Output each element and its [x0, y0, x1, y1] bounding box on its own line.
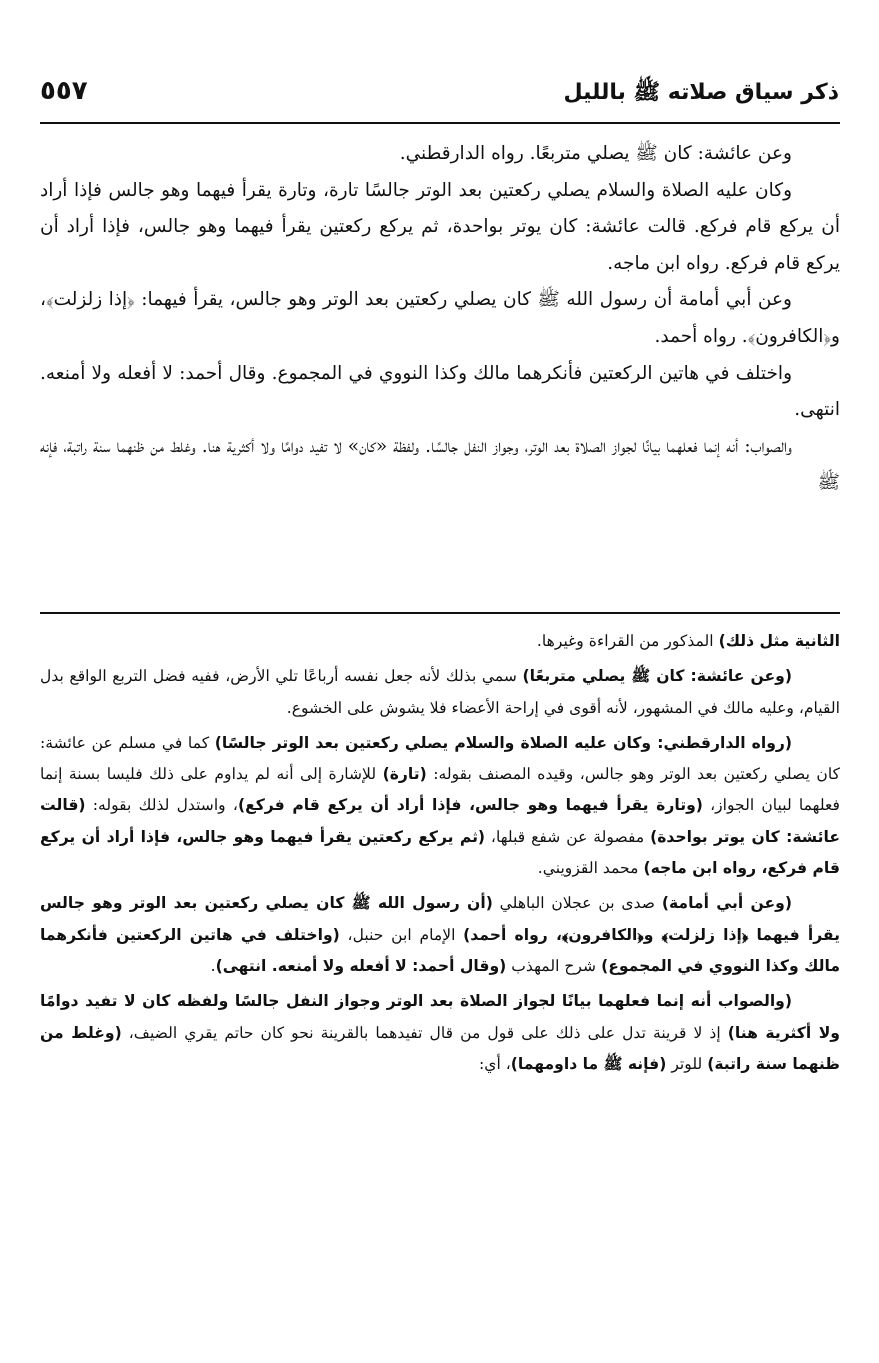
- quoted-text: الثانية مثل ذلك): [718, 632, 840, 650]
- quoted-text: (أن رسول الله ﷺ كان يصلي ركعتين بعد الوتر وهو جالس يقرأ فيهما ﴿إذا زلزلت﴾ و﴿الكافرون﴾، رواه أحمد): [40, 894, 841, 944]
- commentary-text: [40, 626, 840, 1084]
- commentary-text-run: صدى بن عجلان الباهلي: [492, 894, 662, 913]
- main-paragraph: وعن عائشة: كان ﷺ يصلي متربعًا. رواه الدارقطني.: [399, 143, 792, 164]
- main-paragraph: وعن أبي أمامة أن رسول الله ﷺ كان يصلي ركعتين بعد الوتر وهو جالس، يقرأ فيهما: ﴿إذا زلزلت﴾، و﴿الكافرون﴾. رواه أحمد.: [40, 289, 840, 347]
- quoted-text: (وعن أبي أمامة): [661, 894, 792, 913]
- commentary-text-run: ، أي:: [478, 1054, 511, 1073]
- quoted-text: (وتارة يقرأ فيهما وهو جالس، فإذا أراد أن يركع قام فركع): [237, 796, 703, 815]
- commentary-paragraph: [40, 661, 840, 724]
- commentary-text-run: محمد القزويني.: [537, 859, 644, 878]
- header-rule: [40, 122, 840, 124]
- commentary-text-run: إذ لا قرينة تدل على ذلك على قول من قال تفيدهما بالقرينة نحو كان حاتم يقري الضيف،: [121, 1023, 728, 1042]
- commentary-text-run: المذكور من القراءة وغيرها.: [536, 632, 719, 650]
- commentary-paragraph: [40, 888, 840, 982]
- quoted-text: (ثم يركع ركعتين يقرأ فيهما وهو جالس، فإذا أراد أن يركع قام فركع، رواه ابن ماجه): [40, 827, 840, 878]
- main-paragraph: واختلف في هاتين الركعتين فأنكرهما مالك وكذا النووي في المجموع. وقال أحمد: لا أفعله ولا أمنعه. انتهى.: [40, 362, 840, 421]
- commentary-paragraph: [40, 728, 840, 884]
- quoted-text: (وعن عائشة: كان ﷺ يصلي متربعًا): [522, 667, 792, 686]
- commentary-text-run: .: [210, 956, 216, 975]
- main-paragraph: والصواب: أنه إنما فعلهما بيانًا لجواز الصلاة بعد الوتر، وجواز النفل جالسًا. ولفظة «كان» لا تفيد دوامًا ولا أكثرية هنا. وغلط من ظنهما سنة راتبة، فإنه ﷺ: [40, 435, 840, 494]
- commentary-text-run: للوتر: [666, 1054, 708, 1073]
- commentary-text-run: شرح المهذب: [506, 956, 602, 975]
- commentary-text-run: للإشارة إلى أنه لم يداوم على ذلك فليسا بسنة إنما فعلهما لبيان الجواز،: [40, 765, 840, 815]
- running-header-title: ذكر سياق صلاته ﷺ بالليل: [563, 80, 839, 105]
- commentary-text-run: مفصولة عن شفع قبلها،: [485, 827, 651, 846]
- commentary-text-run: ، واستدل لذلك بقوله:: [85, 796, 238, 815]
- commentary-paragraph: [40, 626, 840, 657]
- quoted-text: (قالت عائشة: كان يوتر بواحدة): [40, 796, 841, 846]
- commentary-text-run: الإمام ابن حنبل،: [339, 925, 464, 944]
- main-text: [40, 136, 840, 502]
- commentary-separator-rule: [40, 612, 840, 614]
- commentary-text-run: سمي بذلك لأنه جعل نفسه أرباعًا تلي الأرض، ففيه فضل التربع الواقع بدل القيام، وعليه مالك في المشهور، لأنه أقوى في إراحة الأعضاء فلا يشوش على الخشوع.: [40, 667, 840, 717]
- quoted-text: (فإنه ﷺ ما داومهما): [510, 1054, 667, 1073]
- quoted-text: (رواه الدارقطني: وكان عليه الصلاة والسلام يصلي ركعتين بعد الوتر جالسًا): [214, 733, 792, 752]
- quoted-text: (واختلف في هاتين الركعتين فأنكرهما مالك وكذا النووي في المجموع): [40, 925, 840, 975]
- main-paragraph: وكان عليه الصلاة والسلام يصلي ركعتين بعد الوتر جالسًا تارة، وتارة يقرأ فيهما وهو جالس فإذا أراد أن يركع قام فركع. قالت عائشة: كان يوتر بواحدة، ثم يركع ركعتين يقرأ فيهما وهو جالس، فإذا أراد أن يركع قام فركع. رواه ابن ماجه.: [40, 179, 840, 274]
- commentary-paragraph: [40, 986, 840, 1080]
- quoted-text: (وغلط من ظنهما سنة راتبة): [40, 1023, 840, 1073]
- page-number: ٥٥٧: [40, 76, 88, 106]
- quoted-text: (والصواب أنه إنما فعلهما بيانًا لجواز الصلاة بعد الوتر وجواز النفل جالسًا ولفظه كان لا تفيد دوامًا ولا أكثرية هنا): [40, 992, 840, 1042]
- commentary-text-run: كما في مسلم عن عائشة: كان يصلي ركعتين بعد الوتر وهو جالس، وقيده المصنف بقوله:: [40, 733, 841, 784]
- quoted-text: (وقال أحمد: لا أفعله ولا أمنعه. انتهى): [215, 956, 507, 975]
- quoted-text: (تارة): [382, 765, 427, 784]
